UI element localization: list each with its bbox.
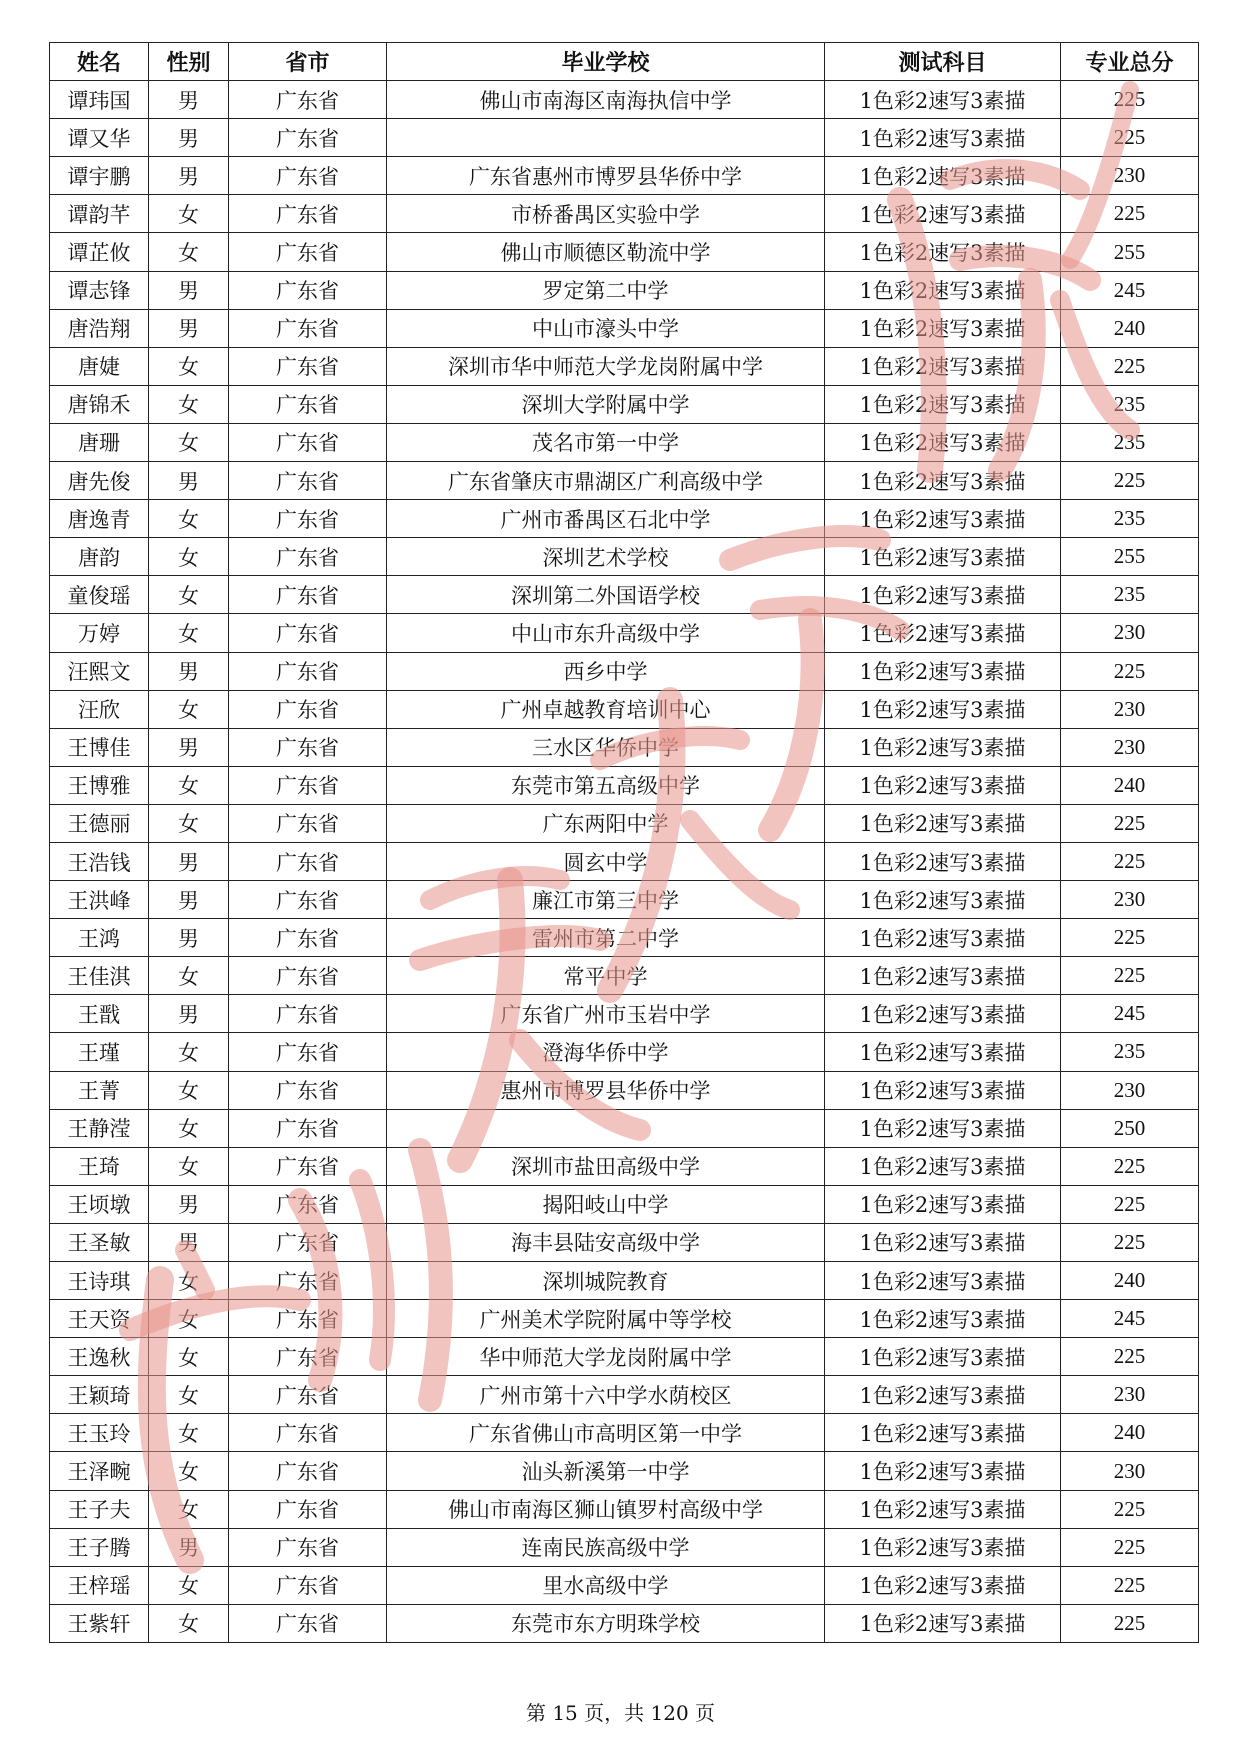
table-row xyxy=(50,652,1199,690)
cell-name: 王逸秋 xyxy=(50,1338,149,1376)
cell-name: 唐婕 xyxy=(50,347,149,385)
table-header-row xyxy=(50,43,1199,81)
cell-name: 王菁 xyxy=(50,1071,149,1109)
cell-test-subjects: 1色彩2速写3素描 xyxy=(825,157,1061,195)
cell-total-score: 225 xyxy=(1061,919,1199,957)
cell-name: 王子腾 xyxy=(50,1528,149,1566)
cell-gender: 女 xyxy=(149,1604,229,1642)
cell-name: 谭韵芊 xyxy=(50,195,149,233)
cell-province: 广东省 xyxy=(229,385,387,423)
cell-name: 童俊瑶 xyxy=(50,576,149,614)
cell-gender: 男 xyxy=(149,995,229,1033)
cell-province: 广东省 xyxy=(229,81,387,119)
cell-gender: 女 xyxy=(149,538,229,576)
cell-total-score: 235 xyxy=(1061,500,1199,538)
cell-total-score: 250 xyxy=(1061,1109,1199,1147)
cell-test-subjects: 1色彩2速写3素描 xyxy=(825,1262,1061,1300)
cell-gender: 男 xyxy=(149,1185,229,1223)
table-row xyxy=(50,995,1199,1033)
cell-name: 王戬 xyxy=(50,995,149,1033)
table-row xyxy=(50,462,1199,500)
cell-school: 里水高级中学 xyxy=(387,1566,825,1604)
cell-province: 广东省 xyxy=(229,614,387,652)
admission-roster-table xyxy=(49,42,1199,1643)
cell-test-subjects: 1色彩2速写3素描 xyxy=(825,119,1061,157)
cell-test-subjects: 1色彩2速写3素描 xyxy=(825,919,1061,957)
cell-province: 广东省 xyxy=(229,500,387,538)
cell-test-subjects: 1色彩2速写3素描 xyxy=(825,995,1061,1033)
cell-gender: 女 xyxy=(149,1490,229,1528)
cell-total-score: 225 xyxy=(1061,1338,1199,1376)
cell-total-score: 225 xyxy=(1061,1223,1199,1261)
table-row xyxy=(50,842,1199,880)
cell-name: 谭芷攸 xyxy=(50,233,149,271)
cell-test-subjects: 1色彩2速写3素描 xyxy=(825,233,1061,271)
cell-name: 唐锦禾 xyxy=(50,385,149,423)
cell-province: 广东省 xyxy=(229,728,387,766)
cell-gender: 女 xyxy=(149,1376,229,1414)
cell-province: 广东省 xyxy=(229,1414,387,1452)
table-row xyxy=(50,1109,1199,1147)
cell-school: 深圳大学附属中学 xyxy=(387,385,825,423)
cell-test-subjects: 1色彩2速写3素描 xyxy=(825,881,1061,919)
cell-school: 广州美术学院附属中等学校 xyxy=(387,1300,825,1338)
table-row xyxy=(50,1604,1199,1642)
cell-gender: 女 xyxy=(149,1566,229,1604)
cell-gender: 女 xyxy=(149,233,229,271)
cell-province: 广东省 xyxy=(229,1338,387,1376)
cell-test-subjects: 1色彩2速写3素描 xyxy=(825,690,1061,728)
cell-test-subjects: 1色彩2速写3素描 xyxy=(825,1223,1061,1261)
cell-gender: 男 xyxy=(149,1528,229,1566)
cell-gender: 男 xyxy=(149,157,229,195)
cell-gender: 女 xyxy=(149,1033,229,1071)
table-row xyxy=(50,271,1199,309)
cell-total-score: 225 xyxy=(1061,1185,1199,1223)
table-row xyxy=(50,576,1199,614)
cell-province: 广东省 xyxy=(229,423,387,461)
cell-school: 连南民族高级中学 xyxy=(387,1528,825,1566)
cell-school: 雷州市第二中学 xyxy=(387,919,825,957)
cell-test-subjects: 1色彩2速写3素描 xyxy=(825,500,1061,538)
cell-school: 广东两阳中学 xyxy=(387,804,825,842)
cell-name: 王子夫 xyxy=(50,1490,149,1528)
cell-total-score: 230 xyxy=(1061,157,1199,195)
cell-province: 广东省 xyxy=(229,462,387,500)
cell-gender: 女 xyxy=(149,500,229,538)
table-row xyxy=(50,157,1199,195)
cell-gender: 女 xyxy=(149,766,229,804)
cell-name: 王博雅 xyxy=(50,766,149,804)
table-row xyxy=(50,119,1199,157)
cell-total-score: 235 xyxy=(1061,385,1199,423)
cell-school: 广州市第十六中学水荫校区 xyxy=(387,1376,825,1414)
cell-province: 广东省 xyxy=(229,347,387,385)
cell-gender: 男 xyxy=(149,842,229,880)
cell-school: 广东省惠州市博罗县华侨中学 xyxy=(387,157,825,195)
table-row xyxy=(50,804,1199,842)
cell-province: 广东省 xyxy=(229,1490,387,1528)
cell-test-subjects: 1色彩2速写3素描 xyxy=(825,195,1061,233)
cell-total-score: 225 xyxy=(1061,1147,1199,1185)
cell-school: 佛山市南海区南海执信中学 xyxy=(387,81,825,119)
cell-province: 广东省 xyxy=(229,271,387,309)
table-row xyxy=(50,957,1199,995)
cell-gender: 女 xyxy=(149,804,229,842)
cell-test-subjects: 1色彩2速写3素描 xyxy=(825,1338,1061,1376)
cell-gender: 女 xyxy=(149,347,229,385)
cell-total-score: 225 xyxy=(1061,1604,1199,1642)
cell-school: 揭阳岐山中学 xyxy=(387,1185,825,1223)
cell-test-subjects: 1色彩2速写3素描 xyxy=(825,462,1061,500)
table-row xyxy=(50,309,1199,347)
cell-name: 王德丽 xyxy=(50,804,149,842)
cell-gender: 男 xyxy=(149,881,229,919)
table-row xyxy=(50,919,1199,957)
cell-total-score: 255 xyxy=(1061,233,1199,271)
table-row xyxy=(50,1338,1199,1376)
cell-province: 广东省 xyxy=(229,1147,387,1185)
cell-total-score: 225 xyxy=(1061,842,1199,880)
cell-school xyxy=(387,119,825,157)
cell-gender: 男 xyxy=(149,81,229,119)
cell-gender: 女 xyxy=(149,1452,229,1490)
cell-province: 广东省 xyxy=(229,995,387,1033)
cell-test-subjects: 1色彩2速写3素描 xyxy=(825,347,1061,385)
cell-province: 广东省 xyxy=(229,309,387,347)
cell-name: 王顷墩 xyxy=(50,1185,149,1223)
cell-school: 华中师范大学龙岗附属中学 xyxy=(387,1338,825,1376)
cell-school: 广东省肇庆市鼎湖区广利高级中学 xyxy=(387,462,825,500)
cell-school: 汕头新溪第一中学 xyxy=(387,1452,825,1490)
cell-name: 王鸿 xyxy=(50,919,149,957)
cell-total-score: 225 xyxy=(1061,1490,1199,1528)
cell-test-subjects: 1色彩2速写3素描 xyxy=(825,1109,1061,1147)
header-school: 毕业学校 xyxy=(387,43,825,81)
cell-name: 王颖琦 xyxy=(50,1376,149,1414)
cell-gender: 女 xyxy=(149,1262,229,1300)
cell-test-subjects: 1色彩2速写3素描 xyxy=(825,652,1061,690)
cell-total-score: 240 xyxy=(1061,1262,1199,1300)
table-row xyxy=(50,538,1199,576)
cell-province: 广东省 xyxy=(229,881,387,919)
cell-gender: 女 xyxy=(149,614,229,652)
cell-total-score: 225 xyxy=(1061,462,1199,500)
cell-gender: 女 xyxy=(149,1071,229,1109)
cell-name: 唐逸青 xyxy=(50,500,149,538)
cell-province: 广东省 xyxy=(229,1223,387,1261)
table-body xyxy=(50,81,1199,1643)
cell-test-subjects: 1色彩2速写3素描 xyxy=(825,766,1061,804)
cell-school: 澄海华侨中学 xyxy=(387,1033,825,1071)
cell-total-score: 235 xyxy=(1061,423,1199,461)
cell-school: 罗定第二中学 xyxy=(387,271,825,309)
cell-test-subjects: 1色彩2速写3素描 xyxy=(825,1604,1061,1642)
cell-province: 广东省 xyxy=(229,157,387,195)
cell-province: 广东省 xyxy=(229,1262,387,1300)
cell-name: 汪欣 xyxy=(50,690,149,728)
cell-gender: 女 xyxy=(149,1338,229,1376)
cell-total-score: 230 xyxy=(1061,614,1199,652)
cell-school: 佛山市南海区狮山镇罗村高级中学 xyxy=(387,1490,825,1528)
cell-total-score: 240 xyxy=(1061,309,1199,347)
table-row xyxy=(50,766,1199,804)
cell-gender: 女 xyxy=(149,957,229,995)
cell-total-score: 240 xyxy=(1061,1414,1199,1452)
table-row xyxy=(50,1262,1199,1300)
cell-total-score: 225 xyxy=(1061,804,1199,842)
cell-test-subjects: 1色彩2速写3素描 xyxy=(825,1566,1061,1604)
cell-total-score: 225 xyxy=(1061,957,1199,995)
table-row xyxy=(50,385,1199,423)
cell-name: 王玉玲 xyxy=(50,1414,149,1452)
cell-gender: 女 xyxy=(149,1414,229,1452)
cell-total-score: 225 xyxy=(1061,195,1199,233)
table-row xyxy=(50,1490,1199,1528)
cell-gender: 男 xyxy=(149,119,229,157)
cell-test-subjects: 1色彩2速写3素描 xyxy=(825,309,1061,347)
cell-total-score: 225 xyxy=(1061,81,1199,119)
table-row xyxy=(50,614,1199,652)
page-footer: 第 15 页，共 120 页 xyxy=(525,1701,716,1725)
cell-school: 东莞市东方明珠学校 xyxy=(387,1604,825,1642)
cell-school: 广州卓越教育培训中心 xyxy=(387,690,825,728)
cell-name: 谭志锋 xyxy=(50,271,149,309)
cell-school: 中山市东升高级中学 xyxy=(387,614,825,652)
cell-total-score: 230 xyxy=(1061,690,1199,728)
cell-name: 王诗琪 xyxy=(50,1262,149,1300)
cell-school: 佛山市顺德区勒流中学 xyxy=(387,233,825,271)
cell-gender: 女 xyxy=(149,1147,229,1185)
cell-test-subjects: 1色彩2速写3素描 xyxy=(825,804,1061,842)
cell-test-subjects: 1色彩2速写3素描 xyxy=(825,1147,1061,1185)
cell-province: 广东省 xyxy=(229,652,387,690)
cell-name: 唐先俊 xyxy=(50,462,149,500)
cell-name: 王瑾 xyxy=(50,1033,149,1071)
cell-total-score: 225 xyxy=(1061,1566,1199,1604)
cell-school: 中山市濠头中学 xyxy=(387,309,825,347)
cell-gender: 男 xyxy=(149,1223,229,1261)
cell-name: 王佳淇 xyxy=(50,957,149,995)
cell-total-score: 225 xyxy=(1061,347,1199,385)
cell-school: 圆玄中学 xyxy=(387,842,825,880)
cell-name: 王博佳 xyxy=(50,728,149,766)
cell-province: 广东省 xyxy=(229,1376,387,1414)
cell-total-score: 225 xyxy=(1061,119,1199,157)
cell-school: 茂名市第一中学 xyxy=(387,423,825,461)
cell-school: 三水区华侨中学 xyxy=(387,728,825,766)
cell-name: 王天资 xyxy=(50,1300,149,1338)
header-province: 省市 xyxy=(229,43,387,81)
cell-gender: 女 xyxy=(149,690,229,728)
cell-school: 惠州市博罗县华侨中学 xyxy=(387,1071,825,1109)
cell-province: 广东省 xyxy=(229,195,387,233)
cell-school: 广州市番禺区石北中学 xyxy=(387,500,825,538)
cell-school: 海丰县陆安高级中学 xyxy=(387,1223,825,1261)
table-row xyxy=(50,81,1199,119)
header-name: 姓名 xyxy=(50,43,149,81)
cell-school: 广东省广州市玉岩中学 xyxy=(387,995,825,1033)
cell-name: 王圣敏 xyxy=(50,1223,149,1261)
cell-province: 广东省 xyxy=(229,233,387,271)
cell-gender: 女 xyxy=(149,423,229,461)
cell-total-score: 230 xyxy=(1061,1376,1199,1414)
cell-gender: 男 xyxy=(149,919,229,957)
table-row xyxy=(50,1223,1199,1261)
table-row xyxy=(50,1033,1199,1071)
table-row xyxy=(50,1185,1199,1223)
cell-name: 唐珊 xyxy=(50,423,149,461)
cell-school: 深圳市华中师范大学龙岗附属中学 xyxy=(387,347,825,385)
cell-name: 王浩钱 xyxy=(50,842,149,880)
table-row xyxy=(50,728,1199,766)
cell-total-score: 245 xyxy=(1061,995,1199,1033)
cell-total-score: 225 xyxy=(1061,1528,1199,1566)
table-row xyxy=(50,423,1199,461)
cell-province: 广东省 xyxy=(229,1604,387,1642)
table-row xyxy=(50,1414,1199,1452)
cell-test-subjects: 1色彩2速写3素描 xyxy=(825,81,1061,119)
table-row xyxy=(50,1300,1199,1338)
cell-test-subjects: 1色彩2速写3素描 xyxy=(825,842,1061,880)
table-row xyxy=(50,1071,1199,1109)
table-row xyxy=(50,500,1199,538)
cell-test-subjects: 1色彩2速写3素描 xyxy=(825,728,1061,766)
cell-test-subjects: 1色彩2速写3素描 xyxy=(825,614,1061,652)
cell-province: 广东省 xyxy=(229,1300,387,1338)
cell-total-score: 230 xyxy=(1061,728,1199,766)
cell-test-subjects: 1色彩2速写3素描 xyxy=(825,576,1061,614)
cell-school: 深圳第二外国语学校 xyxy=(387,576,825,614)
cell-province: 广东省 xyxy=(229,1452,387,1490)
table-row xyxy=(50,1528,1199,1566)
cell-school: 西乡中学 xyxy=(387,652,825,690)
cell-province: 广东省 xyxy=(229,957,387,995)
cell-gender: 女 xyxy=(149,1109,229,1147)
cell-total-score: 245 xyxy=(1061,271,1199,309)
cell-province: 广东省 xyxy=(229,1185,387,1223)
cell-total-score: 230 xyxy=(1061,881,1199,919)
cell-province: 广东省 xyxy=(229,690,387,728)
cell-total-score: 255 xyxy=(1061,538,1199,576)
cell-school: 深圳市盐田高级中学 xyxy=(387,1147,825,1185)
cell-province: 广东省 xyxy=(229,538,387,576)
cell-school: 廉江市第三中学 xyxy=(387,881,825,919)
cell-test-subjects: 1色彩2速写3素描 xyxy=(825,1033,1061,1071)
cell-total-score: 240 xyxy=(1061,766,1199,804)
table-row xyxy=(50,1452,1199,1490)
cell-province: 广东省 xyxy=(229,1109,387,1147)
cell-test-subjects: 1色彩2速写3素描 xyxy=(825,1300,1061,1338)
cell-province: 广东省 xyxy=(229,766,387,804)
cell-school xyxy=(387,1109,825,1147)
cell-province: 广东省 xyxy=(229,576,387,614)
cell-total-score: 245 xyxy=(1061,1300,1199,1338)
table-row xyxy=(50,1376,1199,1414)
cell-total-score: 230 xyxy=(1061,1071,1199,1109)
header-test-subjects: 测试科目 xyxy=(825,43,1061,81)
cell-gender: 女 xyxy=(149,576,229,614)
cell-total-score: 235 xyxy=(1061,576,1199,614)
cell-gender: 男 xyxy=(149,462,229,500)
cell-test-subjects: 1色彩2速写3素描 xyxy=(825,957,1061,995)
header-total-score: 专业总分 xyxy=(1061,43,1199,81)
cell-total-score: 230 xyxy=(1061,1452,1199,1490)
cell-total-score: 235 xyxy=(1061,1033,1199,1071)
cell-gender: 女 xyxy=(149,1300,229,1338)
cell-province: 广东省 xyxy=(229,1033,387,1071)
cell-test-subjects: 1色彩2速写3素描 xyxy=(825,538,1061,576)
cell-name: 万婷 xyxy=(50,614,149,652)
table-row xyxy=(50,690,1199,728)
table-row xyxy=(50,233,1199,271)
table-row xyxy=(50,347,1199,385)
cell-gender: 女 xyxy=(149,195,229,233)
cell-province: 广东省 xyxy=(229,919,387,957)
cell-gender: 女 xyxy=(149,385,229,423)
cell-test-subjects: 1色彩2速写3素描 xyxy=(825,423,1061,461)
cell-province: 广东省 xyxy=(229,804,387,842)
cell-name: 王洪峰 xyxy=(50,881,149,919)
cell-test-subjects: 1色彩2速写3素描 xyxy=(825,1185,1061,1223)
cell-school: 常平中学 xyxy=(387,957,825,995)
cell-name: 谭玮国 xyxy=(50,81,149,119)
cell-test-subjects: 1色彩2速写3素描 xyxy=(825,1490,1061,1528)
cell-gender: 男 xyxy=(149,652,229,690)
table-row xyxy=(50,881,1199,919)
cell-province: 广东省 xyxy=(229,1528,387,1566)
cell-gender: 男 xyxy=(149,728,229,766)
cell-name: 谭又华 xyxy=(50,119,149,157)
cell-school: 市桥番禺区实验中学 xyxy=(387,195,825,233)
cell-name: 唐浩翔 xyxy=(50,309,149,347)
cell-name: 王静滢 xyxy=(50,1109,149,1147)
cell-name: 王紫轩 xyxy=(50,1604,149,1642)
cell-gender: 男 xyxy=(149,309,229,347)
cell-school: 深圳城院教育 xyxy=(387,1262,825,1300)
cell-school: 深圳艺术学校 xyxy=(387,538,825,576)
cell-school: 东莞市第五高级中学 xyxy=(387,766,825,804)
cell-name: 唐韵 xyxy=(50,538,149,576)
cell-province: 广东省 xyxy=(229,1566,387,1604)
cell-name: 汪熙文 xyxy=(50,652,149,690)
cell-test-subjects: 1色彩2速写3素描 xyxy=(825,1528,1061,1566)
header-gender: 性别 xyxy=(149,43,229,81)
cell-name: 王梓瑶 xyxy=(50,1566,149,1604)
cell-name: 王琦 xyxy=(50,1147,149,1185)
cell-province: 广东省 xyxy=(229,1071,387,1109)
cell-province: 广东省 xyxy=(229,842,387,880)
cell-gender: 男 xyxy=(149,271,229,309)
cell-test-subjects: 1色彩2速写3素描 xyxy=(825,1376,1061,1414)
table-row xyxy=(50,1566,1199,1604)
cell-province: 广东省 xyxy=(229,119,387,157)
cell-school: 广东省佛山市高明区第一中学 xyxy=(387,1414,825,1452)
table-row xyxy=(50,195,1199,233)
cell-name: 王泽畹 xyxy=(50,1452,149,1490)
cell-test-subjects: 1色彩2速写3素描 xyxy=(825,1452,1061,1490)
cell-test-subjects: 1色彩2速写3素描 xyxy=(825,1071,1061,1109)
cell-name: 谭宇鹏 xyxy=(50,157,149,195)
cell-test-subjects: 1色彩2速写3素描 xyxy=(825,385,1061,423)
cell-total-score: 225 xyxy=(1061,652,1199,690)
table-row xyxy=(50,1147,1199,1185)
cell-test-subjects: 1色彩2速写3素描 xyxy=(825,271,1061,309)
cell-test-subjects: 1色彩2速写3素描 xyxy=(825,1414,1061,1452)
